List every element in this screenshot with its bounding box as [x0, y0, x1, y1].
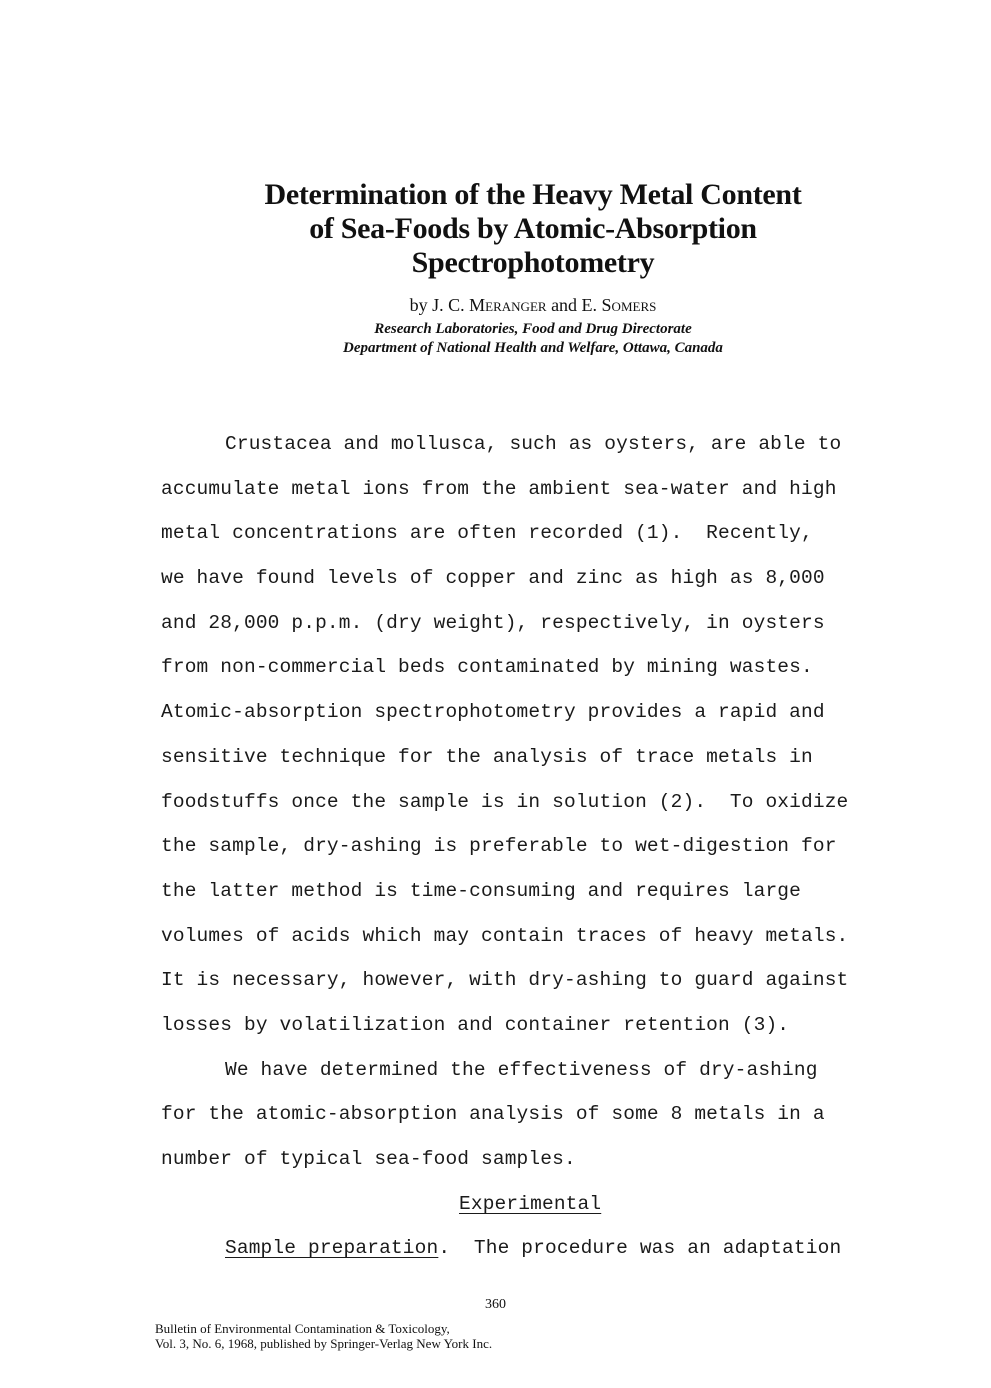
affiliation-line-1: Research Laboratories, Food and Drug Directorate [374, 321, 692, 337]
footer-line-1: Bulletin of Environmental Contamination & Toxicology, [155, 1321, 450, 1336]
body-line: metal concentrations are often recorded (1). Recently, [161, 522, 813, 545]
footer-line-2: Vol. 3, No. 6, 1968, published by Springer-Verlag New York Inc. [155, 1336, 493, 1351]
article-title [150, 178, 916, 280]
body-line: from non-commercial beds contaminated by mining wastes. [161, 656, 813, 679]
body-line: accumulate metal ions from the ambient sea-water and high [161, 477, 837, 500]
body-text [161, 422, 848, 1271]
body-line: We have determined the effectiveness of dry-ashing [225, 1058, 818, 1081]
page-number: 360 [485, 1297, 506, 1312]
body-line: the sample, dry-ashing is preferable to wet-digestion for [161, 835, 837, 858]
body-line: number of typical sea-food samples. [161, 1148, 576, 1170]
subsection-line [161, 1226, 848, 1271]
byline [150, 295, 916, 315]
title-line-3: Spectrophotometry [411, 246, 655, 279]
section-heading-line [161, 1182, 848, 1227]
body-line: foodstuffs once the sample is in solution (2). To oxidize [161, 790, 849, 813]
body-line: Crustacea and mollusca, such as oysters, are able to [225, 433, 842, 455]
affiliation-line-2: Department of National Health and Welfare, Ottawa, Canada [343, 340, 723, 356]
body-line: It is necessary, however, with dry-ashing to guard against [161, 969, 849, 992]
body-line: Atomic-absorption spectrophotometry provides a rapid and [161, 701, 825, 724]
body-line: we have found levels of copper and zinc as high as 8,000 [161, 567, 825, 590]
body-line: for the atomic-absorption analysis of some 8 metals in a [161, 1103, 825, 1126]
body-line: volumes of acids which may contain traces of heavy metals. [161, 924, 849, 947]
title-line-2: of Sea-Foods by Atomic-Absorption [309, 212, 757, 245]
byline-prefix: by J. C. [409, 295, 465, 315]
section-heading-experimental: Experimental [459, 1192, 602, 1215]
subsection-heading-sample-preparation: Sample preparation [225, 1237, 439, 1260]
body-line: losses by volatilization and container retention (3). [161, 1013, 790, 1036]
byline-conjunction: and E. [551, 295, 598, 315]
body-line: sensitive technique for the analysis of trace metals in [161, 745, 813, 768]
body-line: and 28,000 p.p.m. (dry weight), respectively, in oysters [161, 611, 825, 634]
journal-footer [155, 1321, 492, 1351]
body-line: the latter method is time-consuming and requires large [161, 879, 802, 902]
author-somers: Somers [601, 295, 657, 315]
subsection-text: . The procedure was an adaptation [438, 1237, 842, 1260]
title-line-1: Determination of the Heavy Metal Content [264, 178, 802, 211]
author-meranger: Meranger [469, 295, 547, 315]
